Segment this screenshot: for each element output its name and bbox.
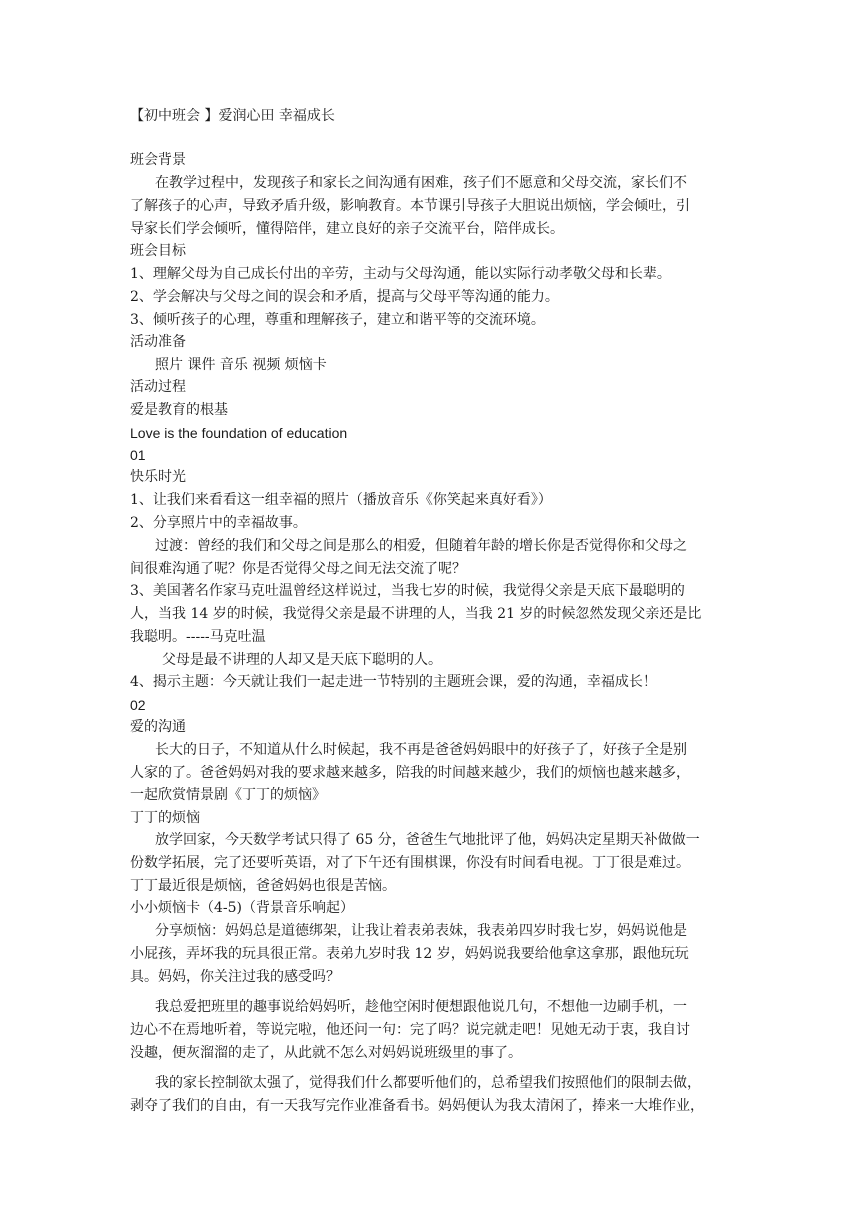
section-heading: 小小烦恼卡（4-5)（背景音乐响起） [130, 900, 355, 916]
paragraph-line: 我聪明。-----马克吐温 [130, 629, 266, 645]
goal-item: 2、学会解决与父母之间的误会和矛盾，提高与父母平等沟通的能力。 [130, 289, 559, 305]
preparation-items: 照片 课件 音乐 视频 烦恼卡 [155, 357, 327, 373]
paragraph-line: 人家的了。爸爸妈妈对我的要求越来越多，陪我的时间越来越少，我们的烦恼也越来越多， [130, 765, 690, 781]
list-item: 3、美国著名作家马克吐温曾经这样说过，当我七岁的时候，我觉得父亲是天底下最聪明的 [130, 583, 685, 599]
section-subtitle: 爱是教育的根基 [130, 402, 228, 418]
paragraph-line: 人，当我 14 岁的时候，我觉得父亲是最不讲理的人，当我 21 岁的时候忽然发现父亲还是比 [130, 606, 702, 622]
paragraph-line: 导家长们学会倾听，懂得陪伴，建立良好的亲子交流平台，陪伴成长。 [130, 221, 564, 237]
paragraph-line: 剥夺了我们的自由，有一天我写完作业准备看书。妈妈便认为我太清闲了，捧来一大堆作业， [130, 1098, 704, 1114]
heading-preparation: 活动准备 [130, 334, 186, 350]
quote-line: 父母是最不讲理的人却又是天底下聪明的人。 [162, 652, 442, 668]
paragraph-line: 间很难沟通了呢？你是否觉得父母之间无法交流了呢？ [130, 561, 466, 577]
paragraph-line: 没趣，便灰溜溜的走了，从此就不怎么对妈妈说班级里的事了。 [130, 1045, 522, 1061]
list-item: 4、揭示主题：今天就让我们一起走进一节特别的主题班会课，爱的沟通，幸福成长！ [130, 674, 657, 690]
paragraph-line: 我的家长控制欲太强了，觉得我们什么都要听他们的，总希望我们按照他们的限制去做， [155, 1075, 701, 1091]
paragraph-line: 份数学拓展，完了还要听英语，对了下午还有围棋课，你没有时间看电视。丁丁很是难过。 [130, 855, 690, 871]
section-heading: 丁丁的烦恼 [130, 810, 200, 826]
list-item: 2、分享照片中的幸福故事。 [130, 515, 307, 531]
section-heading: 快乐时光 [130, 469, 186, 485]
paragraph-line: 小屁孩，弄坏我的玩具很正常。表弟九岁时我 12 岁，妈妈说我要给他拿这拿那，跟他玩玩 [130, 946, 689, 962]
paragraph-line: 了解孩子的心声，导致矛盾升级，影响教育。本节课引导孩子大胆说出烦恼，学会倾吐，引 [130, 198, 690, 214]
paragraph-line: 过渡：曾经的我们和父母之间是那么的相爱，但随着年龄的增长你是否觉得你和父母之 [155, 538, 687, 554]
document-title: 【初中班会 】爱润心田 幸福成长 [130, 108, 335, 124]
section-number: 02 [130, 697, 146, 713]
section-number: 01 [130, 447, 146, 463]
section-subtitle-english: Love is the foundation of education [130, 425, 348, 441]
paragraph-line: 长大的日子，不知道从什么时候起，我不再是爸爸妈妈眼中的好孩子了，好孩子全是别 [155, 742, 687, 758]
heading-background: 班会背景 [130, 152, 186, 168]
paragraph-line: 我总爱把班里的趣事说给妈妈听，趁他空闲时便想跟他说几句，不想他一边刷手机，一 [155, 999, 687, 1015]
list-item: 1、让我们来看看这一组幸福的照片（播放音乐《你笑起来真好看》） [130, 492, 552, 508]
goal-item: 1、理解父母为自己成长付出的辛劳，主动与父母沟通，能以实际行动孝敬父母和长辈。 [130, 266, 671, 282]
paragraph-line: 具。妈妈，你关注过我的感受吗？ [130, 969, 340, 985]
goal-item: 3、倾听孩子的心理，尊重和理解孩子，建立和谐平等的交流环境。 [130, 312, 545, 328]
section-heading: 爱的沟通 [130, 719, 186, 735]
heading-process: 活动过程 [130, 379, 186, 395]
paragraph-line: 分享烦恼：妈妈总是道德绑架，让我让着表弟表妹，我表弟四岁时我七岁，妈妈说他是 [155, 923, 687, 939]
paragraph-line: 在教学过程中，发现孩子和家长之间沟通有困难，孩子们不愿意和父母交流，家长们不 [155, 175, 687, 191]
paragraph-line: 边心不在焉地听着，等说完啦，他还问一句：完了吗？说完就走吧！见她无动于衷，我自讨 [130, 1022, 690, 1038]
paragraph-line: 一起欣赏情景剧《丁丁的烦恼》 [130, 787, 326, 803]
paragraph-line: 丁丁最近很是烦恼，爸爸妈妈也很是苦恼。 [130, 878, 396, 894]
heading-goals: 班会目标 [130, 243, 186, 259]
paragraph-line: 放学回家，今天数学考试只得了 65 分，爸爸生气地批评了他，妈妈决定星期天补做做一 [155, 832, 700, 848]
